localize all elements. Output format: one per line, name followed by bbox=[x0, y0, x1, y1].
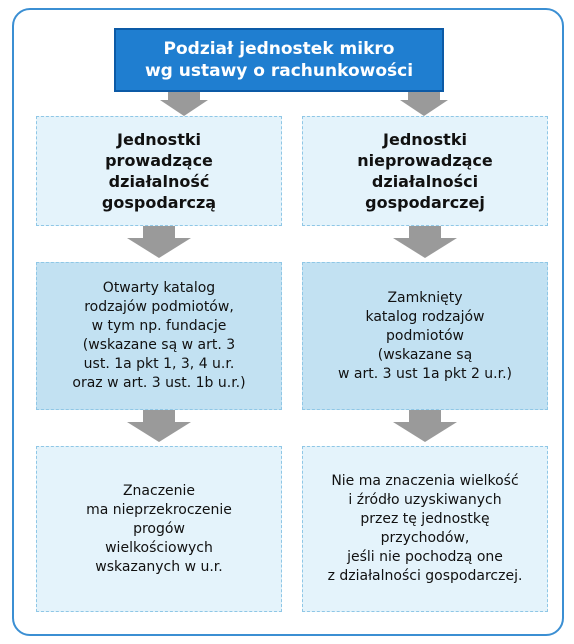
arrow-title-to-left-head bbox=[160, 100, 208, 116]
arrow-title-to-right-head bbox=[400, 100, 448, 116]
arrow-left-catalog-to-conclusion bbox=[143, 410, 175, 422]
arrow-right-catalog-to-conclusion bbox=[409, 410, 441, 422]
arrow-right-header-to-catalog-head bbox=[393, 238, 457, 258]
arrow-title-to-left bbox=[168, 92, 200, 100]
arrow-left-catalog-to-conclusion-head bbox=[127, 422, 191, 442]
left-header-box: Jednostki prowadzące działalność gospodarczą bbox=[36, 116, 282, 226]
left-catalog-box: Otwarty katalog rodzajów podmiotów, w tym np. fundacje (wskazane są w art. 3 ust. 1a pkt 1, 3, 4 u.r. oraz w art. 3 ust. 1b u.r.) bbox=[36, 262, 282, 410]
arrow-right-catalog-to-conclusion-head bbox=[393, 422, 457, 442]
arrow-right-header-to-catalog bbox=[409, 226, 441, 238]
arrow-left-header-to-catalog bbox=[143, 226, 175, 238]
right-catalog-box: Zamknięty katalog rodzajów podmiotów (wskazane są w art. 3 ust 1a pkt 2 u.r.) bbox=[302, 262, 548, 410]
arrow-title-to-right bbox=[408, 92, 440, 100]
right-header-box: Jednostki nieprowadzące działalności gospodarczej bbox=[302, 116, 548, 226]
arrow-left-header-to-catalog-head bbox=[127, 238, 191, 258]
left-conclusion-box: Znaczenie ma nieprzekroczenie progów wielkościowych wskazanych w u.r. bbox=[36, 446, 282, 612]
right-conclusion-box: Nie ma znaczenia wielkość i źródło uzyskiwanych przez tę jednostkę przychodów, jeśli nie pochodzą one z działalności gospodarczej. bbox=[302, 446, 548, 612]
diagram-title: Podział jednostek mikro wg ustawy o rachunkowości bbox=[114, 28, 444, 92]
